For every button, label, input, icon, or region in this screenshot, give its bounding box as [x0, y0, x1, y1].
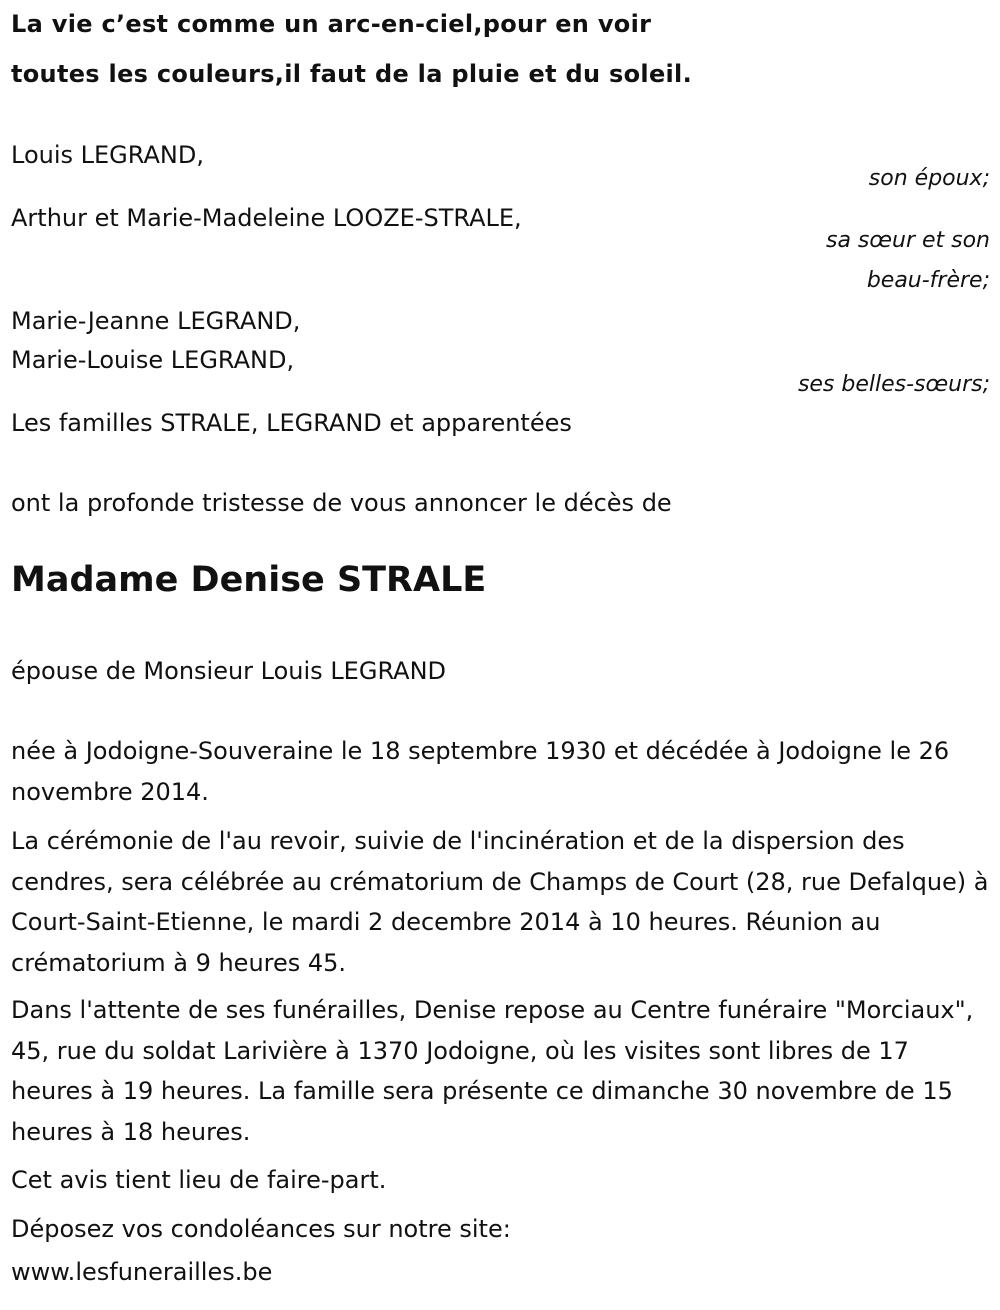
sister-in-law-2: Marie-Louise LEGRAND, [11, 346, 295, 374]
website-link[interactable]: www.lesfunerailles.be [11, 1258, 273, 1286]
ceremony-paragraph: La cérémonie de l'au revoir, suivie de l'incinération et de la dispersion des cendres, sera célébrée au crématorium de Champs de Court (28, rue Defalque) à Court-Saint-Etienne, le mardi 2 decembre 2014 à 10 heures. Réunion au crématorium à 9 heures 45. [11, 827, 989, 977]
spouse-line: épouse de Monsieur Louis LEGRAND [11, 657, 446, 685]
sister-relation-line-1: sa sœur et son [825, 228, 990, 253]
quote-line-1: La vie c’est comme un arc-en-ciel,pour en voir [11, 10, 652, 38]
announcement: ont la profonde tristesse de vous annoncer le décès de [11, 489, 672, 517]
deceased-name: Madame Denise STRALE [11, 560, 487, 600]
sisters-in-law-relation: ses belles-sœurs; [797, 372, 990, 397]
notice-line: Cet avis tient lieu de faire-part. [11, 1166, 387, 1194]
quote-line-2: toutes les couleurs,il faut de la pluie et du soleil. [11, 60, 692, 88]
visitation-paragraph: Dans l'attente de ses funérailles, Denise repose au Centre funéraire "Morciaux", 45, rue du soldat Larivière à 1370 Jodoigne, où les visites sont libres de 17 heures à 19 heures. La famille sera présente ce dimanche 30 novembre de 15 heures à 18 heures. [11, 996, 974, 1146]
condolences-label: Déposez vos condoléances sur notre site: [11, 1215, 511, 1243]
sister-in-law-1: Marie-Jeanne LEGRAND, [11, 307, 301, 335]
sister-relation-line-2: beau-frère; [866, 268, 990, 293]
husband-relation: son époux; [868, 166, 990, 191]
birth-death-paragraph: née à Jodoigne-Souveraine le 18 septembre 1930 et décédée à Jodoigne le 26 novembre 2014. [11, 737, 950, 806]
husband-name: Louis LEGRAND, [11, 141, 204, 169]
families-line: Les familles STRALE, LEGRAND et apparentées [11, 409, 572, 437]
sister-names: Arthur et Marie-Madeleine LOOZE-STRALE, [11, 204, 522, 232]
